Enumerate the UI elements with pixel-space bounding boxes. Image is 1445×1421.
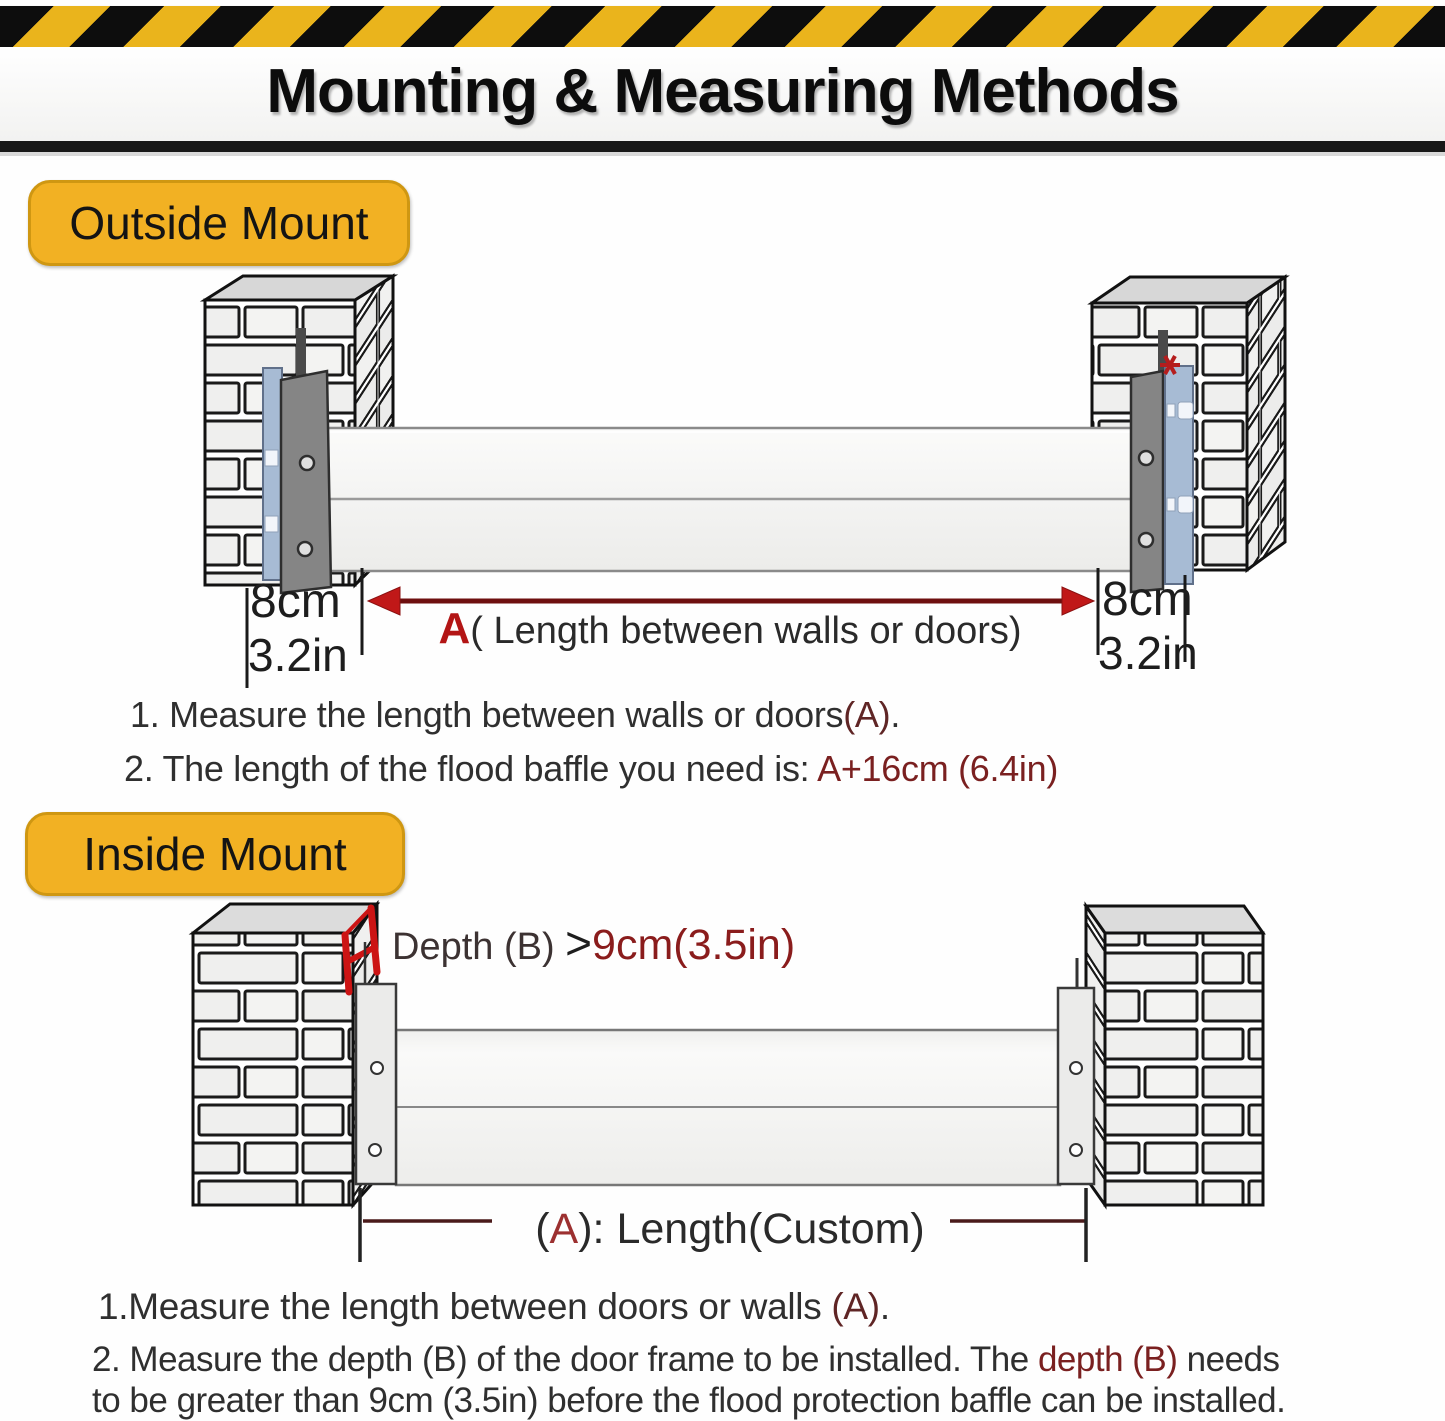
length-a-label: A( Length between walls or doors) xyxy=(438,604,1022,653)
inside-step-2-line-1: 2. Measure the depth (B) of the door frame to be installed. The depth (B) needs xyxy=(92,1340,1280,1379)
header-divider-shadow xyxy=(0,152,1445,156)
length-custom-label: (A): Length(Custom) xyxy=(535,1205,925,1253)
outside-step-2: 2. The length of the flood baffle you need is: A+16cm (6.4in) xyxy=(124,748,1059,789)
flood-barrier-panels xyxy=(322,428,1150,571)
flood-barrier-panels xyxy=(396,1030,1060,1185)
left-offset-in: 3.2in xyxy=(248,629,348,681)
length-a-letter: A xyxy=(438,604,471,653)
header-divider xyxy=(0,141,1445,152)
outside-step-1: 1. Measure the length between walls or doors(A). xyxy=(130,694,901,735)
outside-mount-badge: Outside Mount xyxy=(28,180,410,266)
right-brick-pillar xyxy=(1086,906,1263,1205)
right-mounting-bracket xyxy=(1131,356,1193,592)
right-offset-in: 3.2in xyxy=(1098,627,1198,679)
depth-b-label: Depth (B) >9cm(3.5in) xyxy=(392,917,796,969)
left-offset-cm: 8cm xyxy=(250,575,341,628)
left-mounting-bracket xyxy=(263,368,331,593)
inside-step-1: 1.Measure the length between doors or walls (A). xyxy=(98,1286,890,1327)
inside-step-2-line-2: to be greater than 9cm (3.5in) before the flood protection baffle can be installed. xyxy=(92,1381,1286,1420)
page-title: Mounting & Measuring Methods xyxy=(266,57,1179,126)
hazard-tape-icon xyxy=(0,6,1445,47)
right-channel-bracket xyxy=(1058,958,1094,1184)
right-offset-cm: 8cm xyxy=(1102,573,1193,626)
inside-mount-badge: Inside Mount xyxy=(25,812,405,896)
